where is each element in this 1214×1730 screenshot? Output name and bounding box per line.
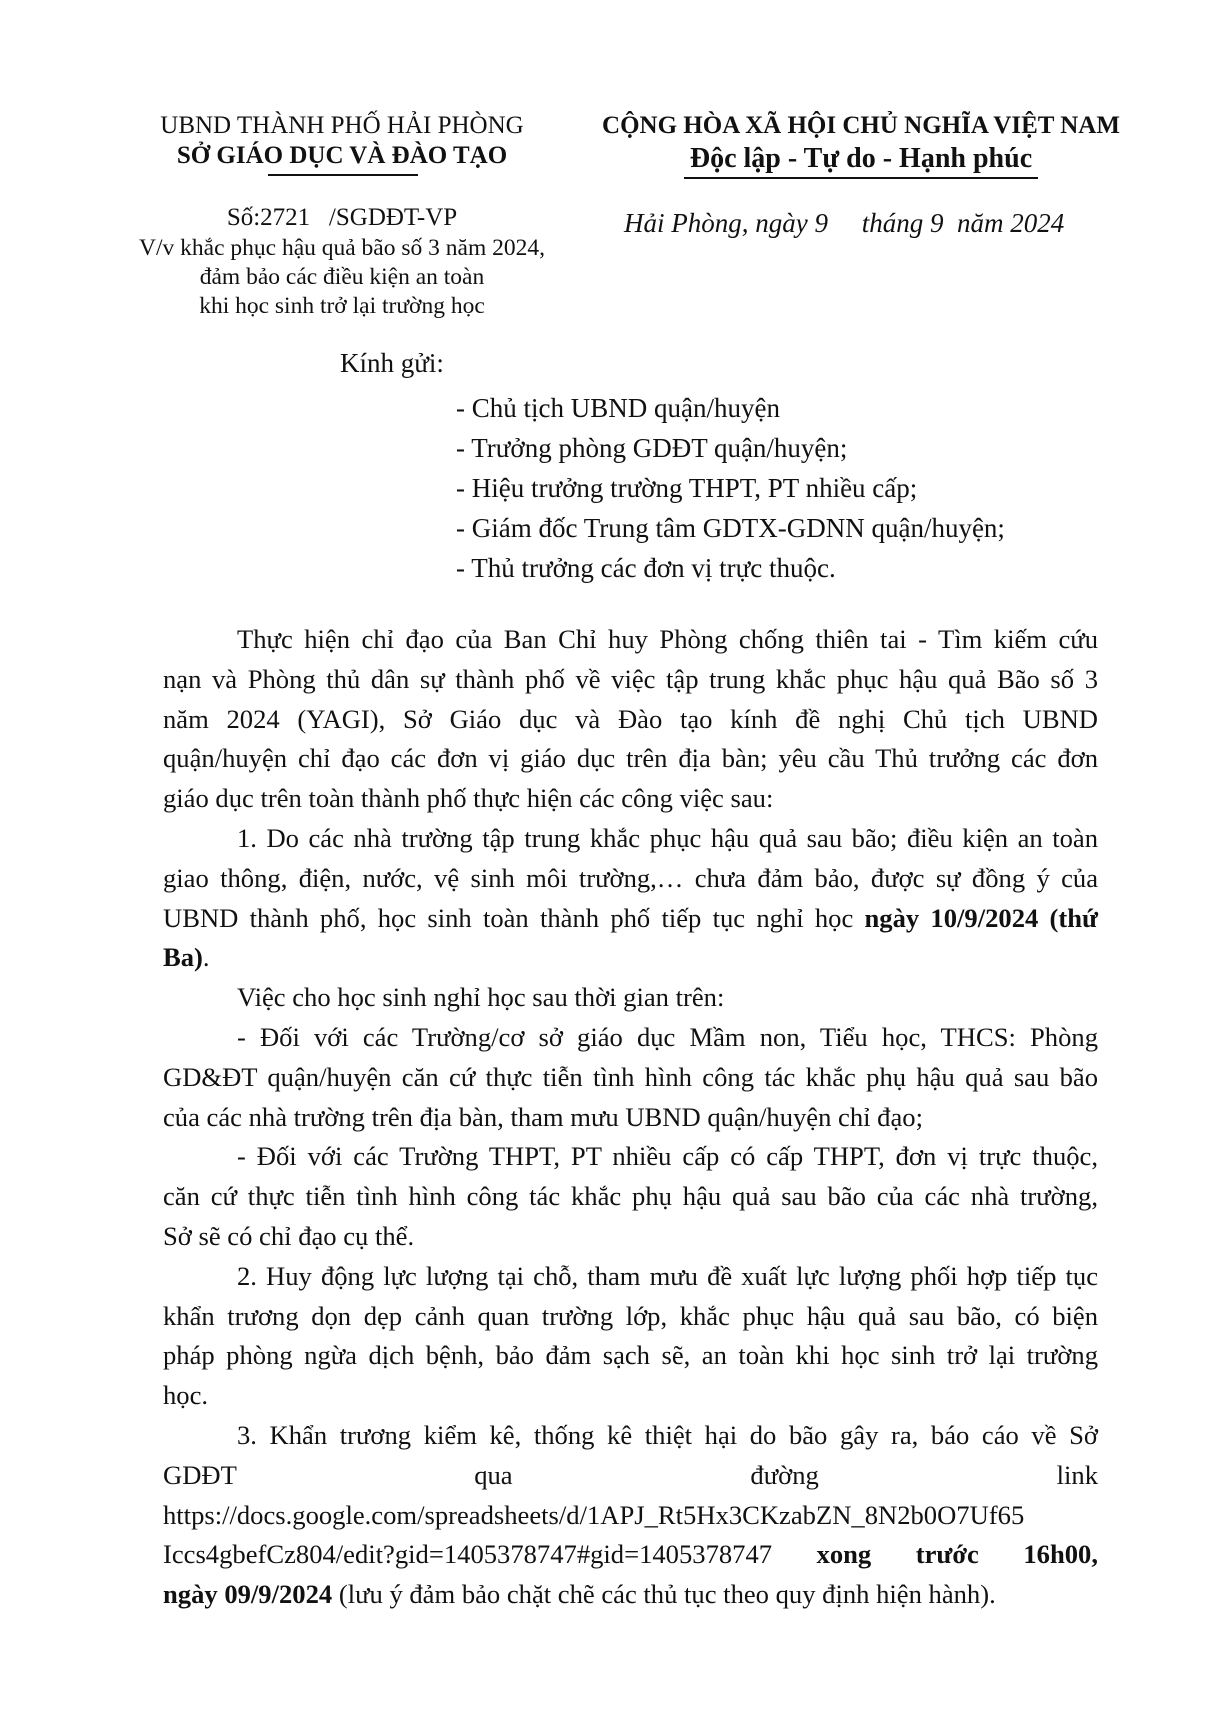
paragraph-line	[163, 1177, 1098, 1217]
paragraph-line	[163, 899, 1098, 939]
paragraph-line	[163, 1456, 1098, 1496]
paragraph-line	[163, 1257, 1098, 1297]
text: giao thông, điện, nước, vệ sinh môi trường,… chưa đảm bảo, được sự đồng ý của	[163, 862, 1098, 893]
paragraph	[163, 620, 1098, 819]
document-subject	[92, 234, 592, 321]
bold-text: xong trước 16h00,	[816, 1539, 1098, 1570]
paragraph-line	[163, 620, 1098, 660]
text: pháp phòng ngừa dịch bệnh, bảo đảm sạch sẽ, an toàn khi học sinh trở lại trường	[163, 1340, 1098, 1371]
paragraph	[163, 978, 1098, 1018]
text: khẩn trương dọn dẹp cảnh quan trường lớp, khắc phục hậu quả sau bão, có biện	[163, 1300, 1098, 1331]
bold-text: Ba)	[163, 942, 203, 973]
text: 2. Huy động lực lượng tại chỗ, tham mưu đề xuất lực lượng phối hợp tiếp tục	[237, 1260, 1098, 1291]
subject-line: đảm bảo các điều kiện an toàn	[199, 264, 485, 290]
paragraph-line	[163, 660, 1098, 700]
paragraph-line	[163, 978, 1098, 1018]
paragraph-line	[163, 700, 1098, 740]
paragraph-line	[163, 938, 1098, 978]
text: căn cứ thực tiễn tình hình công tác khắc phụ hậu quả sau bão của các nhà trường,	[163, 1181, 1098, 1212]
paragraph-line	[163, 739, 1098, 779]
header-underline-left	[268, 174, 418, 176]
national-title: CỘNG HÒA XÃ HỘI CHỦ NGHĨA VIỆT NAM	[602, 112, 1120, 139]
text: nạn và Phòng thủ dân sự thành phố về việc tập trung khắc phục hậu quả Bão số 3	[163, 663, 1098, 694]
text: 3. Khẩn trương kiểm kê, thống kê thiệt hại do bão gây ra, báo cáo về Sở	[237, 1419, 1098, 1450]
paragraph-line	[163, 859, 1098, 899]
text: Iccs4gbefCz804/edit?gid=1405378747#gid=1405378747	[163, 1539, 817, 1570]
paragraph-line	[163, 1376, 1098, 1416]
text: - Đối với các Trường/cơ sở giáo dục Mầm non, Tiểu học, THCS: Phòng	[237, 1021, 1098, 1052]
recipient-item: - Hiệu trưởng trường THPT, PT nhiều cấp;	[456, 473, 918, 503]
paragraph-line	[163, 1098, 1098, 1138]
recipient-item: - Giám đốc Trung tâm GDTX-GDNN quận/huyện;	[456, 513, 1005, 543]
paragraph-line	[163, 1535, 1098, 1575]
issuer-authority: UBND THÀNH PHỐ HẢI PHÒNG	[160, 112, 524, 139]
paragraph-line	[163, 1416, 1098, 1456]
paragraph-line	[163, 1058, 1098, 1098]
paragraph-line	[163, 1496, 1098, 1536]
text: Sở sẽ có chỉ đạo cụ thể.	[163, 1220, 415, 1251]
recipient-item: - Trưởng phòng GDĐT quận/huyện;	[456, 433, 848, 463]
paragraph-line	[163, 819, 1098, 859]
recipients-list	[456, 388, 1005, 588]
issue-date: Hải Phòng, ngày 9 tháng 9 năm 2024	[624, 208, 1065, 238]
text: Thực hiện chỉ đạo của Ban Chỉ huy Phòng chống thiên tai - Tìm kiếm cứu	[237, 624, 1098, 654]
text: - Đối với các Trường THPT, PT nhiều cấp có cấp THPT, đơn vị trực thuộc,	[237, 1141, 1098, 1172]
paragraph-line	[163, 779, 1098, 819]
text: giáo dục trên toàn thành phố thực hiện các công việc sau:	[163, 783, 774, 814]
text: quận/huyện chỉ đạo các đơn vị giáo dục trên địa bàn; yêu cầu Thủ trưởng các đơn	[163, 743, 1098, 774]
text: Việc cho học sinh nghỉ học sau thời gian trên:	[237, 982, 725, 1013]
text: https://docs.google.com/spreadsheets/d/1APJ_Rt5Hx3CKzabZN_8N2b0O7Uf65	[163, 1499, 1025, 1530]
issuer-department: SỞ GIÁO DỤC VÀ ĐÀO TẠO	[176, 142, 508, 169]
paragraph	[163, 819, 1098, 978]
text: .	[202, 942, 210, 973]
text: năm 2024 (YAGI), Sở Giáo dục và Đào tạo kính đề nghị Chủ tịch UBND	[163, 703, 1098, 734]
paragraph-line	[163, 1137, 1098, 1177]
paragraph-line	[163, 1297, 1098, 1337]
national-motto: Độc lập - Tự do - Hạnh phúc	[689, 143, 1033, 174]
subject-line: V/v khắc phục hậu quả bão số 3 năm 2024,	[139, 235, 545, 261]
paragraph	[163, 1137, 1098, 1256]
text: (lưu ý đảm bảo chặt chẽ các thủ tục theo quy định hiện hành).	[332, 1579, 996, 1610]
text: 1. Do các nhà trường tập trung khắc phục hậu quả sau bão; điều kiện an toàn	[237, 822, 1098, 853]
text: học.	[163, 1380, 209, 1411]
text: GDĐT qua đường link	[163, 1459, 1098, 1490]
recipient-item: - Thủ trưởng các đơn vị trực thuộc.	[456, 553, 836, 583]
document-number: Số:2721 /SGDĐT-VP	[226, 204, 458, 231]
document-body	[163, 620, 1098, 1615]
paragraph-line	[163, 1336, 1098, 1376]
paragraph	[163, 1416, 1098, 1615]
paragraph	[163, 1018, 1098, 1137]
recipient-item: - Chủ tịch UBND quận/huyện	[456, 393, 780, 423]
paragraph-line	[163, 1217, 1098, 1257]
recipients-label: Kính gửi:	[340, 348, 444, 378]
paragraph-line	[163, 1575, 1098, 1615]
paragraph	[163, 1257, 1098, 1416]
text: của các nhà trường trên địa bàn, tham mưu UBND quận/huyện chỉ đạo;	[163, 1101, 923, 1132]
header-underline-right	[684, 177, 1038, 179]
paragraph-line	[163, 1018, 1098, 1058]
bold-text: ngày 10/9/2024 (thứ	[864, 902, 1098, 933]
text: UBND thành phố, học sinh toàn thành phố tiếp tục nghỉ học	[163, 902, 865, 933]
subject-line: khi học sinh trở lại trường học	[199, 293, 485, 319]
bold-text: ngày 09/9/2024	[163, 1579, 333, 1610]
text: GD&ĐT quận/huyện căn cứ thực tiễn tình hình công tác khắc phụ hậu quả sau bão	[163, 1061, 1098, 1092]
